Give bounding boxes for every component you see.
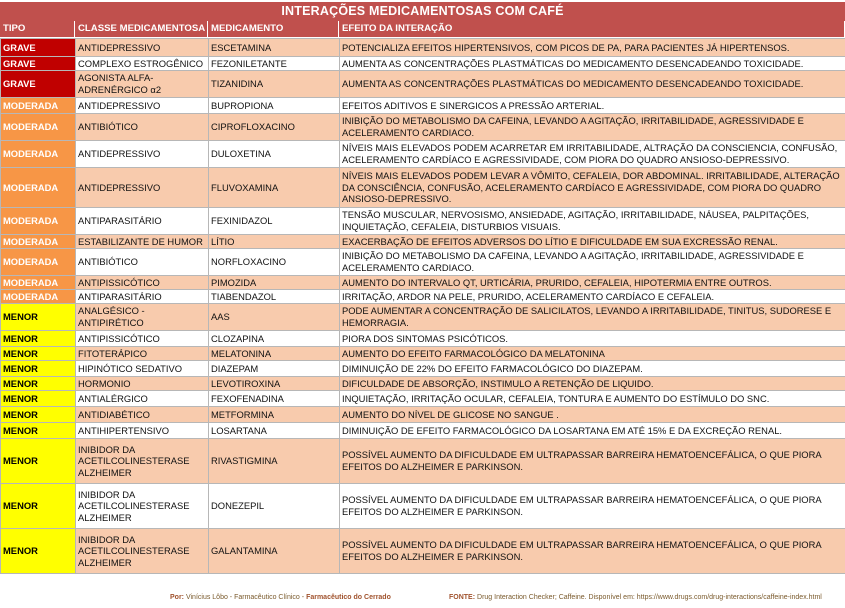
header-efeito: EFEITO DA INTERAÇÃO <box>339 21 845 37</box>
table-row <box>1 361 845 377</box>
drug-cell: DIAZEPAM <box>209 361 340 377</box>
footer-source-label: FONTE: <box>449 594 476 601</box>
footer <box>0 590 845 604</box>
drug-cell: ESCETAMINA <box>209 39 340 57</box>
class-cell: ANTIDIABÉTICO <box>76 407 209 423</box>
effect-cell: AUMENTA AS CONCENTRAÇÕES PLASTMÁTICAS DO MEDICAMENTO DESENCADEANDO TOXICIDADE. <box>340 57 845 71</box>
page-title: INTERAÇÕES MEDICAMENTOSAS COM CAFÉ <box>0 2 845 21</box>
effect-cell: IRRITAÇÃO, ARDOR NA PELE, PRURIDO, ACELERAMENTO CARDÍACO E CEFALEIA. <box>340 290 845 304</box>
effect-cell: INQUIETAÇÃO, IRRITAÇÃO OCULAR, CEFALEIA, TONTURA E AUMENTO DO ESTÍMULO DO SNC. <box>340 391 845 407</box>
severity-cell: MENOR <box>1 331 76 347</box>
interactions-table <box>0 38 845 574</box>
table-row <box>1 304 845 331</box>
class-cell: ANTIALÉRGICO <box>76 391 209 407</box>
table-row <box>1 290 845 304</box>
drug-cell: CIPROFLOXACINO <box>209 114 340 141</box>
class-cell: ANTIDEPRESSIVO <box>76 39 209 57</box>
class-cell: INIBIDOR DA ACETILCOLINESTERASE ALZHEIMER <box>76 529 209 574</box>
effect-cell: POSSÍVEL AUMENTO DA DIFICULDADE EM ULTRAPASSAR BARREIRA HEMATOENCEFÁLICA, O QUE PIORA EFEITOS DO ALZHEIMER E PARKINSON. <box>340 529 845 574</box>
class-cell: AGONISTA ALFA-ADRENÉRGICO α2 <box>76 71 209 98</box>
footer-author-name: Vinícius Lôbo - Farmacêutico Clínico - <box>185 594 305 601</box>
effect-cell: AUMENTA AS CONCENTRAÇÕES PLASTMÁTICAS DO MEDICAMENTO DESENCADEANDO TOXICIDADE. <box>340 71 845 98</box>
table-row <box>1 347 845 361</box>
severity-cell: MENOR <box>1 377 76 391</box>
class-cell: ANTIDEPRESSIVO <box>76 98 209 114</box>
class-cell: HORMONIO <box>76 377 209 391</box>
severity-cell: MODERADA <box>1 98 76 114</box>
table-row <box>1 529 845 574</box>
table-row <box>1 439 845 484</box>
class-cell: ESTABILIZANTE DE HUMOR <box>76 235 209 249</box>
drug-cell: FEXINIDAZOL <box>209 208 340 235</box>
drug-cell: CLOZAPINA <box>209 331 340 347</box>
class-cell: ANTIBIÓTICO <box>76 114 209 141</box>
table-row <box>1 391 845 407</box>
effect-cell: DIFICULDADE DE ABSORÇÃO, INSTIMULO A RETENÇÃO DE LIQUIDO. <box>340 377 845 391</box>
effect-cell: EXACERBAÇÃO DE EFEITOS ADVERSOS DO LÍTIO E DIFICULDADE EM SUA EXCRESSÃO RENAL. <box>340 235 845 249</box>
drug-cell: DULOXETINA <box>209 141 340 168</box>
severity-cell: MODERADA <box>1 141 76 168</box>
severity-cell: MENOR <box>1 439 76 484</box>
header-classe: CLASSE MEDICAMENTOSA <box>75 21 208 37</box>
table-body <box>1 39 845 574</box>
effect-cell: PODE AUMENTAR A CONCENTRAÇÃO DE SALICILATOS, LEVANDO A IRRITABILIDADE, TINITUS, SUDORESE E HEMORRAGIA. <box>340 304 845 331</box>
severity-cell: MODERADA <box>1 290 76 304</box>
table-row <box>1 423 845 439</box>
drug-cell: AAS <box>209 304 340 331</box>
footer-author-label: Por: <box>170 594 184 601</box>
drug-cell: FEZONILETANTE <box>209 57 340 71</box>
class-cell: ANTIPISSICÓTICO <box>76 331 209 347</box>
class-cell: INIBIDOR DA ACETILCOLINESTERASE ALZHEIMER <box>76 484 209 529</box>
class-cell: INIBIDOR DA ACETILCOLINESTERASE ALZHEIMER <box>76 439 209 484</box>
effect-cell: POTENCIALIZA EFEITOS HIPERTENSIVOS, COM PICOS DE PA, PARA PACIENTES JÁ HIPERTENSOS. <box>340 39 845 57</box>
drug-cell: METFORMINA <box>209 407 340 423</box>
table-row <box>1 71 845 98</box>
severity-cell: GRAVE <box>1 57 76 71</box>
severity-cell: MODERADA <box>1 276 76 290</box>
drug-cell: NORFLOXACINO <box>209 249 340 276</box>
severity-cell: MENOR <box>1 361 76 377</box>
footer-source <box>449 594 822 601</box>
table-row <box>1 141 845 168</box>
table-row <box>1 39 845 57</box>
effect-cell: POSSÍVEL AUMENTO DA DIFICULDADE EM ULTRAPASSAR BARREIRA HEMATOENCEFÁLICA, O QUE PIORA EFEITOS DO ALZHEIMER E PARKINSON. <box>340 484 845 529</box>
class-cell: ANTIBIÓTICO <box>76 249 209 276</box>
table-row <box>1 208 845 235</box>
class-cell: ANTIPISSICÓTICO <box>76 276 209 290</box>
footer-author <box>170 594 391 601</box>
class-cell: ANTIPARASITÁRIO <box>76 208 209 235</box>
severity-cell: MENOR <box>1 407 76 423</box>
table-row <box>1 98 845 114</box>
table-row <box>1 276 845 290</box>
severity-cell: MODERADA <box>1 114 76 141</box>
severity-cell: MODERADA <box>1 168 76 208</box>
class-cell: FITOTERÁPICO <box>76 347 209 361</box>
effect-cell: EFEITOS ADITIVOS E SINERGICOS A PRESSÃO ARTERIAL. <box>340 98 845 114</box>
drug-cell: FLUVOXAMINA <box>209 168 340 208</box>
effect-cell: AUMENTO DO EFEITO FARMACOLÓGICO DA MELATONINA <box>340 347 845 361</box>
drug-cell: MELATONINA <box>209 347 340 361</box>
drug-cell: BUPROPIONA <box>209 98 340 114</box>
severity-cell: MODERADA <box>1 208 76 235</box>
severity-cell: MODERADA <box>1 249 76 276</box>
drug-cell: TIZANIDINA <box>209 71 340 98</box>
drug-cell: FEXOFENADINA <box>209 391 340 407</box>
severity-cell: GRAVE <box>1 39 76 57</box>
effect-cell: TENSÃO MUSCULAR, NERVOSISMO, ANSIEDADE, AGITAÇÃO, IRRITABILIDADE, NÁUSEA, PALPITAÇÕES, INQUIETAÇÃO, CEFALEIA, DISTURBIOS VISUAIS. <box>340 208 845 235</box>
severity-cell: GRAVE <box>1 71 76 98</box>
effect-cell: INIBIÇÃO DO METABOLISMO DA CAFEINA, LEVANDO A AGITAÇÃO, IRRITABILIDADE, AGRESSIVIDADE E ACELERAMENTO CARDIACO. <box>340 114 845 141</box>
severity-cell: MODERADA <box>1 235 76 249</box>
effect-cell: DIMINUIÇÃO DE 22% DO EFEITO FARMACOLÓGICO DO DIAZEPAM. <box>340 361 845 377</box>
footer-org: Farmacêutico do Cerrado <box>306 594 391 601</box>
drug-cell: DONEZEPIL <box>209 484 340 529</box>
effect-cell: DIMINUIÇÃO DE EFEITO FARMACOLÓGICO DA LOSARTANA EM ATÉ 15% E DA EXCREÇÃO RENAL. <box>340 423 845 439</box>
table-row <box>1 484 845 529</box>
severity-cell: MENOR <box>1 391 76 407</box>
table-row <box>1 235 845 249</box>
effect-cell: INIBIÇÃO DO METABOLISMO DA CAFEINA, LEVANDO A AGITAÇÃO, IRRITABILIDADE, AGRESSIVIDADE E ACELERAMENTO CARDIACO. <box>340 249 845 276</box>
table-row <box>1 114 845 141</box>
footer-source-text: Drug Interaction Checker; Caffeine. Disponível em: https://www.drugs.com/drug-interactions/caffeine-index.html <box>477 594 822 601</box>
drug-cell: LEVOTIROXINA <box>209 377 340 391</box>
effect-cell: PIORA DOS SINTOMAS PSICÓTICOS. <box>340 331 845 347</box>
severity-cell: MENOR <box>1 347 76 361</box>
effect-cell: AUMENTO DO NÍVEL DE GLICOSE NO SANGUE . <box>340 407 845 423</box>
class-cell: ANTIHIPERTENSIVO <box>76 423 209 439</box>
class-cell: ANTIDEPRESSIVO <box>76 168 209 208</box>
class-cell: COMPLEXO ESTROGÊNICO <box>76 57 209 71</box>
header-tipo: TIPO <box>0 21 75 37</box>
severity-cell: MENOR <box>1 529 76 574</box>
class-cell: ANTIPARASITÁRIO <box>76 290 209 304</box>
table-row <box>1 168 845 208</box>
table-row <box>1 57 845 71</box>
severity-cell: MENOR <box>1 304 76 331</box>
drug-cell: RIVASTIGMINA <box>209 439 340 484</box>
drug-cell: PIMOZIDA <box>209 276 340 290</box>
table-row <box>1 407 845 423</box>
header-medicamento: MEDICAMENTO <box>208 21 339 37</box>
effect-cell: POSSÍVEL AUMENTO DA DIFICULDADE EM ULTRAPASSAR BARREIRA HEMATOENCEFÁLICA, O QUE PIORA EFEITOS DO ALZHEIMER E PARKINSON. <box>340 439 845 484</box>
table-row <box>1 331 845 347</box>
class-cell: ANALGÉSICO - ANTIPIRÉTICO <box>76 304 209 331</box>
effect-cell: NÍVEIS MAIS ELEVADOS PODEM LEVAR A VÔMITO, CEFALEIA, DOR ABDOMINAL. IRRITABILIDADE, ALTERAÇÃO DA CONSCIÊNCIA, CONFUSÃO, ACELERAMENTO CARDÍACO E AGRESSIVIDADE, COM PIORA DO QUADRO ANSIOSO-DEPRESSIVO. <box>340 168 845 208</box>
drug-cell: LOSARTANA <box>209 423 340 439</box>
effect-cell: AUMENTO DO INTERVALO QT, URTICÁRIA, PRURIDO, CEFALEIA, HIPOTERMIA ENTRE OUTROS. <box>340 276 845 290</box>
severity-cell: MENOR <box>1 423 76 439</box>
table-row <box>1 249 845 276</box>
class-cell: ANTIDEPRESSIVO <box>76 141 209 168</box>
drug-cell: TIABENDAZOL <box>209 290 340 304</box>
drug-cell: GALANTAMINA <box>209 529 340 574</box>
table-row <box>1 377 845 391</box>
effect-cell: NÍVEIS MAIS ELEVADOS PODEM ACARRETAR EM IRRITABILIDADE, ALTRAÇÃO DA CONSCIENCIA, CONFUSÃO, ACELERAMENTO CARDÍACO E AGRESSIVIDADE, COM PIORA DO QUADRO ANSIOSO-DEPRESSIVO. <box>340 141 845 168</box>
drug-cell: LÍTIO <box>209 235 340 249</box>
class-cell: HIPINÓTICO SEDATIVO <box>76 361 209 377</box>
severity-cell: MENOR <box>1 484 76 529</box>
